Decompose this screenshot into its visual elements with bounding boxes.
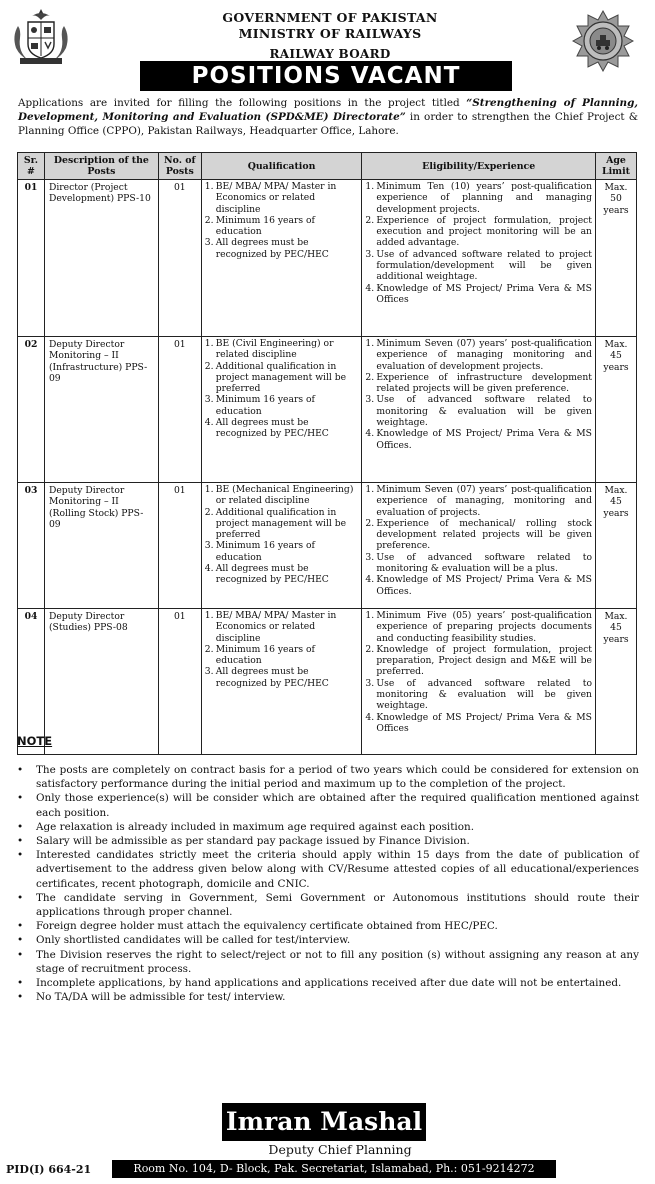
header-qualification: Qualification (201, 153, 362, 180)
bullet-icon: • (17, 991, 24, 1004)
signatory-name: Imran Mashal (222, 1103, 426, 1141)
age-max-label: Max. (604, 611, 628, 622)
row-description: Director (Project Development) PPS-10 (44, 180, 158, 337)
qualification-item: 4. All degrees must be recognized by PEC/HEC (204, 563, 329, 586)
note-item: • Only those experience(s) will be consider which are obtained after the required qualification mentioned against each position. (17, 792, 639, 819)
header-no-of-posts: No. of Posts (158, 153, 201, 180)
qualification-item: 3. All degrees must be recognized by PEC/HEC (204, 666, 329, 689)
note-item: • Only shortlisted candidates will be called for test/interview. (17, 934, 351, 947)
header-age-limit: Age Limit (595, 153, 636, 180)
intro-paragraph (18, 96, 638, 138)
eligibility-item: 4. Knowledge of MS Project/ Prima Vera & MS Offices (365, 711, 592, 734)
header-sr: Sr. # (18, 153, 45, 180)
row-description: Deputy Director (Studies) PPS-08 (44, 609, 158, 755)
government-of-pakistan-emblem-icon (10, 8, 72, 66)
eligibility-item: 1. Minimum Seven (07) years’ post-qualification experience of managing, monitoring and evaluation of projects. (365, 484, 592, 518)
positions-table (17, 152, 637, 755)
row-eligibility (362, 180, 596, 337)
age-value: 45 (610, 496, 622, 508)
row-no-of-posts: 01 (158, 609, 201, 755)
row-age-limit (595, 337, 636, 483)
bullet-icon: • (17, 764, 24, 776)
row-qualification (201, 483, 362, 609)
header-government: GOVERNMENT OF PAKISTAN (222, 10, 438, 25)
qualification-item: 1. BE (Mechanical Engineering) or related discipline (204, 484, 354, 507)
row-description: Deputy Director Monitoring – II (Rolling Stock) PPS-09 (44, 483, 158, 609)
row-age-limit (595, 609, 636, 755)
intro-project-title: “Strengthening of Planning, Development, Monitoring and Evaluation (SPD&ME) Directorate” (18, 97, 638, 123)
age-unit: years (603, 507, 629, 519)
eligibility-item: 2. Experience of mechanical/ rolling stock development related projects will be given preference. (365, 517, 592, 552)
qualification-item: 2. Additional qualification in project management will be preferred (204, 360, 347, 395)
bullet-icon: • (17, 934, 24, 947)
age-unit: years (603, 361, 629, 373)
eligibility-item: 4. Knowledge of MS Project/ Prima Vera & MS Offices (365, 282, 592, 305)
table-row (18, 337, 637, 483)
bullet-icon: • (17, 792, 24, 805)
qualification-item: 2. Additional qualification in project management will be preferred (204, 506, 347, 541)
row-no-of-posts: 01 (158, 483, 201, 609)
note-item: • Incomplete applications, by hand applications and applications received after due date will not be entertained. (17, 977, 622, 990)
age-unit: years (603, 633, 629, 645)
notes-list (17, 763, 639, 1004)
row-qualification (201, 337, 362, 483)
bullet-icon: • (17, 948, 24, 961)
note-heading: NOTE (17, 734, 53, 748)
eligibility-item: 3. Use of advanced software related to monitoring & evaluation will be given weightage. (365, 677, 592, 712)
qualification-item: 1. BE/ MBA/ MPA/ Master in Economics or related discipline (204, 181, 337, 215)
bullet-icon: • (17, 920, 24, 933)
qualification-item: 2. Minimum 16 years of education (204, 214, 315, 238)
signatory-title: Deputy Chief Planning (268, 1142, 412, 1157)
age-unit: years (603, 204, 629, 216)
intro-text-end: in order to strengthen the Chief Project & Planning Office (CPPO), Pakistan Railways, Headquarter Office, Lahore. (18, 111, 638, 137)
row-eligibility (362, 337, 596, 483)
note-item: • The candidate serving in Government, Semi Government or Autonomous institutions should route their applications through proper channel. (17, 891, 639, 919)
qualification-item: 3. Minimum 16 years of education (204, 394, 315, 417)
eligibility-item: 3. Use of advanced software related to monitoring & evaluation will be a plus. (365, 551, 592, 575)
header-eligibility: Eligibility/Experience (362, 153, 596, 180)
table-row (18, 180, 637, 337)
row-qualification (201, 180, 362, 337)
row-no-of-posts: 01 (158, 337, 201, 483)
eligibility-item: 2. Experience of infrastructure development related projects will be given preference. (365, 371, 592, 395)
row-no-of-posts: 01 (158, 180, 201, 337)
note-item: • The posts are completely on contract basis for a period of two years which could be considered for extension on satisfactory performance during the initial period and maximum up to the completion of the project. (17, 764, 639, 791)
eligibility-item: 1. Minimum Ten (10) years’ post-qualification experience of planning and managing development projects. (365, 181, 592, 215)
qualification-item: 4. All degrees must be recognized by PEC/HEC (204, 417, 329, 440)
age-max-label: Max. (604, 485, 628, 496)
qualification-item: 3. Minimum 16 years of education (204, 540, 315, 563)
qualification-item: 1. BE/ MBA/ MPA/ Master in Economics or related discipline (204, 610, 337, 644)
header-ministry: MINISTRY OF RAILWAYS (238, 26, 422, 41)
note-item: • Foreign degree holder must attach the equivalency certificate obtained from HEC/PEC. (17, 920, 498, 933)
age-value: 45 (610, 622, 622, 634)
row-eligibility (362, 483, 596, 609)
age-value: 50 (610, 193, 622, 205)
eligibility-item: 3. Use of advanced software related to monitoring & evaluation will be given weightage. (365, 394, 592, 429)
pakistan-railways-seal-icon (572, 10, 634, 72)
qualification-item: 1. BE (Civil Engineering) or related discipline (204, 338, 334, 361)
qualification-item: 3. All degrees must be recognized by PEC/HEC (204, 237, 329, 260)
age-max-label: Max. (604, 182, 628, 193)
header-board: RAILWAY BOARD (269, 47, 391, 61)
row-age-limit (595, 483, 636, 609)
intro-text-start: Applications are invited for filling the following positions in the project titled (18, 97, 467, 109)
eligibility-item: 1. Minimum Seven (07) years’ post-qualification experience of managing monitoring and evaluation of development projects. (365, 338, 592, 372)
contact-address: Room No. 104, D- Block, Pak. Secretariat, Islamabad, Ph.: 051-9214272 (112, 1160, 556, 1178)
row-sr: 04 (18, 609, 45, 755)
bullet-icon: • (17, 835, 24, 848)
note-item: • Age relaxation is already included in maximum age required against each position. (17, 820, 474, 833)
eligibility-item: 2. Experience of project formulation, project execution and project monitoring will be an added advantage. (365, 214, 592, 249)
bullet-icon: • (17, 891, 24, 904)
row-eligibility (362, 609, 596, 755)
row-age-limit (595, 180, 636, 337)
age-max-label: Max. (604, 339, 628, 350)
note-item: • Salary will be admissible as per standard pay package issued by Finance Division. (17, 835, 470, 848)
row-description: Deputy Director Monitoring – II (Infrastructure) PPS-09 (44, 337, 158, 483)
eligibility-item: 4. Knowledge of MS Project/ Prima Vera & MS Offices. (365, 428, 592, 451)
note-item: • The Division reserves the right to select/reject or not to fill any position (s) without assigning any reason at any stage of recruitment process. (17, 948, 639, 975)
qualification-item: 2. Minimum 16 years of education (204, 643, 315, 667)
positions-vacant-banner: POSITIONS VACANT (140, 61, 512, 91)
eligibility-item: 3. Use of advanced software related to project formulation/development will be given additional weightage. (365, 248, 592, 283)
note-item: • No TA/DA will be admissible for test/ interview. (17, 991, 286, 1004)
bullet-icon: • (17, 820, 24, 833)
row-sr: 03 (18, 483, 45, 609)
table-row (18, 483, 637, 609)
table-header-row (18, 153, 637, 180)
header-description: Description of the Posts (44, 153, 158, 180)
bullet-icon: • (17, 977, 24, 990)
eligibility-item: 4. Knowledge of MS Project/ Prima Vera & MS Offices. (365, 574, 592, 597)
pid-number: PID(I) 664-21 (6, 1163, 92, 1176)
age-value: 45 (610, 350, 622, 362)
eligibility-item: 2. Knowledge of project formulation, project preparation, Project design and M&E will be preferred. (365, 643, 592, 678)
row-sr: 02 (18, 337, 45, 483)
note-item: • Interested candidates strictly meet the criteria should apply within 15 days from the date of publication of advertisement to the address given below along with CV/Resume attested copies of all educational/experiences certificates, recent photograph, domicile and CNIC. (17, 849, 639, 890)
row-qualification (201, 609, 362, 755)
row-sr: 01 (18, 180, 45, 337)
table-row (18, 609, 637, 755)
eligibility-item: 1. Minimum Five (05) years’ post-qualification experience of preparing projects documents and conducting feasibility studies. (365, 610, 592, 644)
bullet-icon: • (17, 849, 24, 862)
